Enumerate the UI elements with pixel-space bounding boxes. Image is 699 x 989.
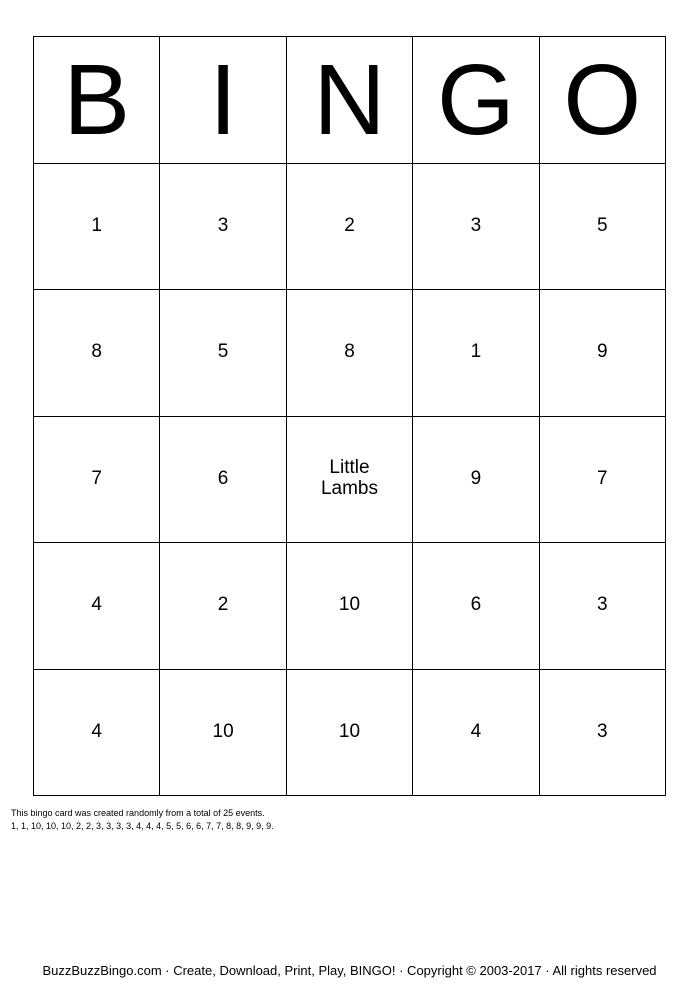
bingo-cell: 4	[34, 543, 160, 670]
footnote-event-list: 1, 1, 10, 10, 10, 2, 2, 3, 3, 3, 3, 4, 4, 4, 5, 5, 6, 6, 7, 7, 8, 8, 9, 9, 9.	[11, 821, 274, 831]
card-footnote	[11, 807, 274, 833]
bingo-cell: 6	[413, 543, 539, 670]
bingo-cell: 4	[34, 670, 160, 797]
bingo-cell: 9	[413, 417, 539, 544]
header-letter-n: N	[287, 37, 413, 164]
bingo-cell: 2	[160, 543, 286, 670]
bingo-cell: 10	[287, 543, 413, 670]
bingo-cell: 3	[413, 164, 539, 291]
bingo-cell: 10	[287, 670, 413, 797]
bingo-cell: 8	[287, 290, 413, 417]
bingo-card	[33, 36, 666, 796]
free-space-cell	[287, 417, 413, 544]
page-footer: BuzzBuzzBingo.com · Create, Download, Print, Play, BINGO! · Copyright © 2003-2017 · All rights reserved	[42, 963, 657, 978]
bingo-cell: 5	[160, 290, 286, 417]
bingo-cell: 1	[413, 290, 539, 417]
header-letter-b: B	[34, 37, 160, 164]
bingo-cell: 10	[160, 670, 286, 797]
bingo-cell: 3	[540, 670, 666, 797]
header-letter-i: I	[160, 37, 286, 164]
bingo-cell: 8	[34, 290, 160, 417]
bingo-cell: 6	[160, 417, 286, 544]
bingo-cell: 1	[34, 164, 160, 291]
header-letter-o: O	[540, 37, 666, 164]
bingo-cell: 3	[540, 543, 666, 670]
bingo-cell: 2	[287, 164, 413, 291]
bingo-cell: 3	[160, 164, 286, 291]
footnote-summary: This bingo card was created randomly from a total of 25 events.	[11, 808, 265, 818]
bingo-cell: 5	[540, 164, 666, 291]
bingo-cell: 9	[540, 290, 666, 417]
bingo-cell: 4	[413, 670, 539, 797]
free-space-label: Little Lambs	[320, 457, 378, 500]
bingo-cell: 7	[34, 417, 160, 544]
header-letter-g: G	[413, 37, 539, 164]
bingo-cell: 7	[540, 417, 666, 544]
